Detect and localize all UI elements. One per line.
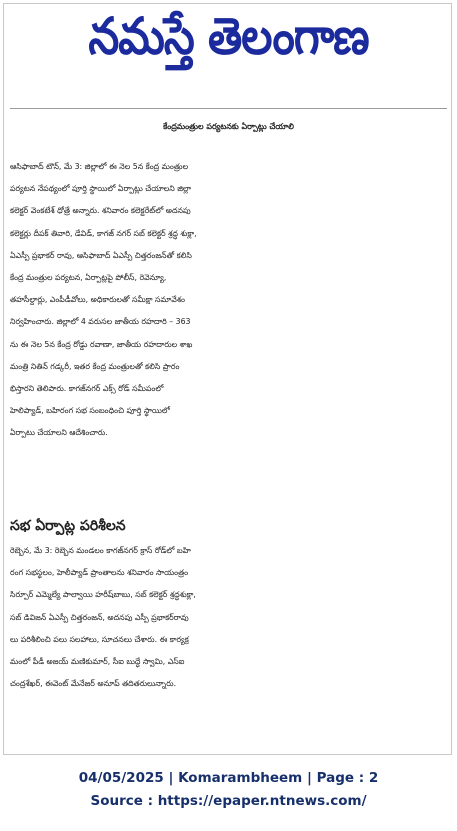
article-line: లు పరిశీలించి పలు సలహాలు, సూచనలు చేశారు. ఈ కార్యక్ర — [10, 634, 189, 644]
article-line: హెలిప్యాడ్, బహిరంగ సభ సంబంధించి పూర్తి స్థాయిలో — [10, 406, 170, 416]
article-line: నిర్వహించారు. జిల్లాలో 4 వరుసల జాతీయ రహదారి – 363 — [10, 317, 191, 327]
article-line: ఏఎస్పీ ప్రభాకర్ రావు, ఆసిఫాబాద్ ఏఎస్పీ చిత్తరంజన్‌తో కలిసి — [10, 250, 192, 260]
article-headline: కేంద్రమంత్రుల పర్యటనకు ఏర్పాట్లు చేయాలి — [163, 122, 294, 131]
masthead-title: నమస్తే తెలంగాణ — [88, 7, 369, 66]
article-line: తహసీల్దార్లు, ఎంపీడీవోలు, అధికారులతో సమీక్షా సమావేశం — [10, 295, 185, 305]
article-line: రంగ సభస్థలం, హెలీప్యాడ్ ప్రాంతాలను శనివారం సాయంత్రం — [10, 568, 189, 578]
footer-edition-info: 04/05/2025 | Komarambheem | Page : 2 — [78, 770, 379, 786]
article-line: పర్యటన నేపథ్యంలో పూర్తి స్థాయిలో ఏర్పాట్లు చేయాలని జిల్లా — [10, 184, 192, 194]
article-line: సబ్ డివిజన్ ఏఎస్పీ చిత్తరంజన్, అదనపు ఎస్పీ ప్రభాకర్‌రావు — [10, 612, 189, 622]
article-line: సిర్పూర్ ఎమ్మెల్యే పాల్వాయి హరీష్‌బాబు, సబ్ కలెక్టర్ శ్రద్ధశుక్లా, — [10, 590, 196, 600]
article-line: కలెక్టర్లు దీపక్ తివారి, డేవిడ్, కాగజ్ నగర్ సబ్ కలెక్టర్ శ్రద్ధ శుక్లా, — [10, 228, 197, 238]
newspaper-masthead — [10, 8, 447, 78]
article-line: ను ఈ నెల 5న కేంద్ర రోడ్డు రవాణా, జాతీయ రహదారుల శాఖ — [10, 339, 193, 349]
article-line: మంలో పీడీ అజయ్ మణికుమార్, సీఐ బుద్ధే స్వామి, ఎస్ఐ — [10, 656, 185, 666]
article-body — [10, 156, 448, 444]
article-line: ఏర్పాటు చేయాలని ఆదేశించారు. — [10, 428, 108, 438]
article-line: చంద్రశేఖర్, ఈవెంట్ మేనేజర్ అనూప్ తదితరులున్నారు. — [10, 679, 177, 689]
article-line: ఆసిఫాబాద్ టౌన్, మే 3: జిల్లాలో ఈ నెల 5న కేంద్ర మంత్రుల — [10, 162, 189, 171]
article-line: కేంద్ర మంత్రుల పర్యటన, ఏర్పాట్లపై పోలీస్, రెవెన్యూ, — [10, 272, 167, 282]
article-line: మంత్రి నితిన్ గడ్కరీ, ఇతర కేంద్ర మంత్రులతో కలిసి ప్రారం — [10, 361, 180, 371]
article-line: కలెక్టర్ వెంకటేశ్ ధోత్రే అన్నారు. శనివారం కలెక్టరేట్‌లో అదనపు — [10, 206, 191, 216]
footer-source-link[interactable]: Source : https://epaper.ntnews.com/ — [90, 793, 367, 809]
article-subheading: సభ ఏర్పాట్ల పరిశీలన — [10, 518, 126, 534]
article-body-section-2 — [10, 540, 448, 695]
article-line: రెబ్బెన, మే 3: రెబ్బెన మండలం కాగజ్‌నగర్ క్రాస్ రోడ్‌లో బహి — [10, 546, 191, 555]
divider — [10, 108, 447, 109]
article-line: భిస్తారని తెలిపారు. కాగజ్‌నగర్ ఎక్స్ రోడ్ సమీపంలో — [10, 383, 164, 393]
